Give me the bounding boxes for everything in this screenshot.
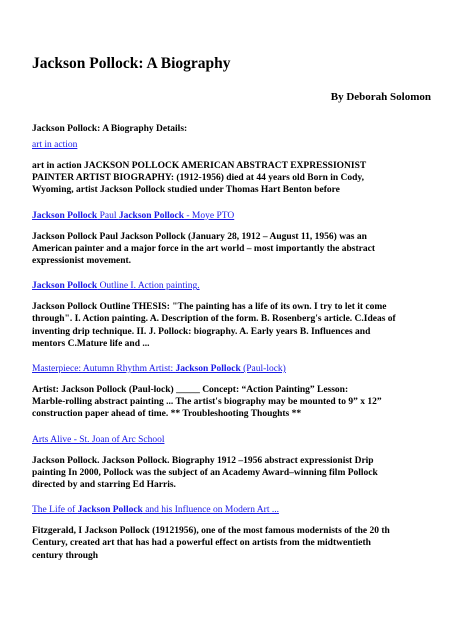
- result-link[interactable]: [32, 504, 432, 516]
- result-snippet: [32, 525, 432, 562]
- snippet-line: Fitzgerald, I Jackson Pollock (19121956), one of the most famous modernists of the 20 th: [32, 526, 390, 537]
- result-link-keyword: Jackson Pollock: [118, 210, 185, 221]
- snippet-line: through". I. Action painting. A. Description of the form. B. Rosenberg's article. C.Ideas of: [32, 314, 396, 325]
- snippet-line: Jackson Pollock Outline THESIS: "The painting has a life of its own. I try to let it come: [32, 302, 387, 313]
- snippet-line: construction paper ahead of time. ** Troubleshooting Thoughts **: [32, 409, 302, 420]
- snippet-line: American painter and a major force in the art world – most importantly the abstract: [32, 243, 376, 254]
- snippet-line: mentors C.Mature life and ...: [32, 338, 150, 349]
- snippet-line: directed by and starring Ed Harris.: [32, 480, 176, 491]
- snippet-line: Jackson Pollock. Jackson Pollock. Biography 1912 –1956 abstract expressionist Drip: [32, 455, 374, 466]
- result-link-keyword: Jackson Pollock: [175, 364, 241, 375]
- result-link[interactable]: [32, 363, 432, 375]
- result-snippet: [32, 160, 432, 197]
- result-snippet: [32, 301, 432, 350]
- snippet-line: century through: [32, 550, 99, 561]
- result-link[interactable]: [32, 210, 432, 222]
- snippet-line: Wyoming, artist Jackson Pollock studied under Thomas Hart Benton before: [32, 185, 340, 196]
- result-link-keyword: Jackson Pollock: [32, 281, 98, 292]
- result-link-text: Outline I. Action painting.: [97, 281, 200, 292]
- snippet-line: Century, created art that has had a powerful effect on artists from the midtwentieth: [32, 538, 371, 549]
- snippet-line: PAINTER ARTIST BIOGRAPHY: (1912-1956) died at 44 years old Born in Cody,: [32, 173, 365, 184]
- snippet-line: Jackson Pollock Paul Jackson Pollock (January 28, 1912 – August 11, 1956) was an: [32, 231, 367, 242]
- snippet-line: Marble-rolling abstract painting ... The artist's biography may be mounted to 9” x 12”: [32, 397, 382, 408]
- result-link[interactable]: [32, 139, 432, 151]
- result-link-text: - Moye PTO: [184, 210, 235, 221]
- result-snippet: [32, 231, 432, 268]
- snippet-line: art in action JACKSON POLLOCK AMERICAN ABSTRACT EXPRESSIONIST: [32, 161, 367, 171]
- snippet-line: painting In 2000, Pollock was the subject of an Academy Award–winning film Pollock: [32, 467, 378, 478]
- page-title: Jackson Pollock: A Biography: [32, 55, 231, 72]
- details-heading: Jackson Pollock: A Biography Details:: [32, 124, 188, 134]
- result-link-text: Paul: [97, 210, 119, 221]
- author-byline: By Deborah Solomon: [330, 91, 431, 103]
- result-link-text: Arts Alive - St. Joan of Arc School: [32, 434, 165, 445]
- snippet-line: Artist: Jackson Pollock (Paul-lock) _____ Concept: “Action Painting” Lesson:: [32, 385, 349, 396]
- result-snippet: [32, 455, 432, 492]
- result-link-text: and his Influence on Modern Art ...: [142, 505, 279, 516]
- result-link-text: Masterpiece: Autumn Rhythm Artist:: [32, 364, 176, 375]
- result-link-text: (Paul-lock): [240, 364, 286, 375]
- result-link-text: art in action: [32, 140, 78, 150]
- snippet-line: expressionist movement.: [32, 256, 132, 267]
- result-snippet: [32, 384, 432, 421]
- result-link[interactable]: [32, 280, 432, 292]
- result-link[interactable]: [32, 434, 432, 446]
- result-link-keyword: Jackson Pollock: [77, 505, 143, 516]
- result-link-text: The Life of: [32, 505, 78, 516]
- result-link-keyword: Jackson Pollock: [32, 210, 98, 221]
- snippet-line: inventing drip technique. II. J. Pollock: biography. A. Early years B. Influences and: [32, 326, 371, 337]
- results-section: [32, 123, 432, 575]
